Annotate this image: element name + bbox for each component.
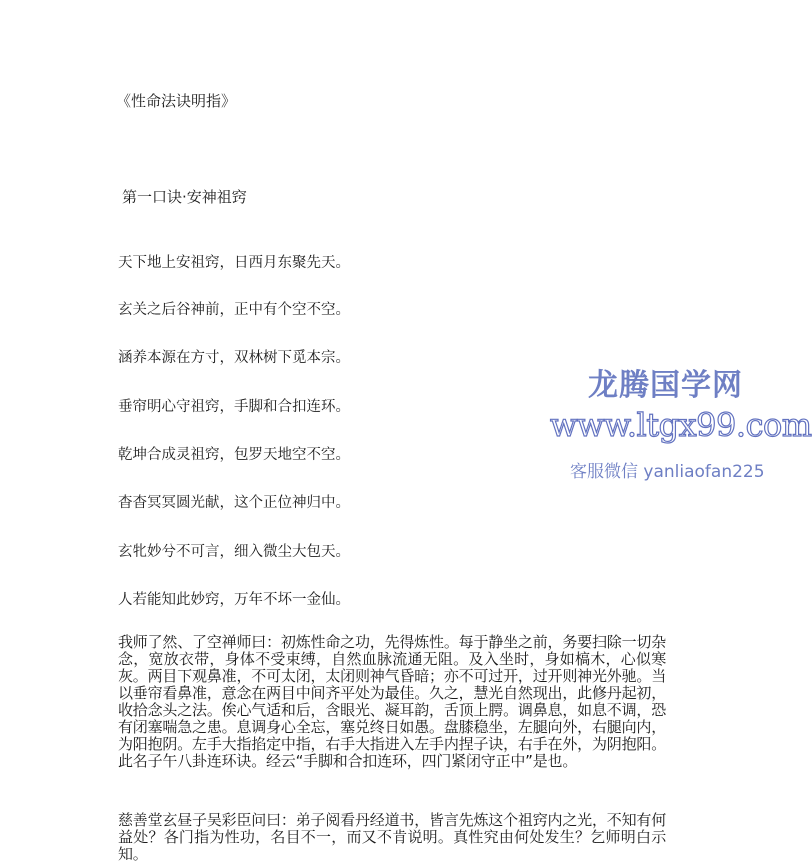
watermark-site-name: 龙腾国学网	[588, 368, 743, 403]
verse-line: 涵养本源在方寸，双林树下觅本宗。	[118, 350, 350, 366]
watermark-contact: 客服微信 yanliaofan225	[570, 462, 765, 482]
verse-line: 垂帘明心守祖窍，手脚和合扣连环。	[118, 399, 350, 415]
commentary-paragraph: 我师了然、了空禅师曰：初炼性命之功，先得炼性。每于静坐之前，务要扫除一切杂念，宽放衣带，身体不受束缚，自然血脉流通无阻。及入坐时，身如槁木，心似寒灰。两目下观鼻准，不可太闭，太闭则神气昏暗；亦不可过开，过开则神光外驰。当以垂帘看鼻准，意念在两目中间齐平处为最佳。久之，慧光自然现出，此修丹起初，收拾念头之法。俟心气适和后，含眼光、凝耳韵，舌顶上腭。调鼻息，如息不调，恐有闭塞喘急之患。息调身心全忘，塞兑终日如愚。盘膝稳坐，左腿向外，右腿向内，为阳抱阴。左手大指掐定中指，右手大指进入左手内捏子诀，右手在外，为阴抱阳。此名子午八卦连环诀。经云“手脚和合扣连环，四门紧闭守正中”是也。	[118, 633, 666, 770]
verse-line: 天下地上安祖窍，日西月东聚先天。	[118, 255, 350, 271]
verse-line: 玄牝妙兮不可言，细入微尘大包天。	[118, 544, 350, 560]
watermark-url: www.ltgx99.com	[550, 406, 812, 444]
question-paragraph: 慈善堂玄昼子吴彩臣问曰：弟子阅看丹经道书，皆言先炼这个祖窍内之光，不知有何益处？各门指为性功，名目不一，而又不肯说明。真性究由何处发生？乞师明白示知。	[118, 811, 666, 863]
section-heading: 第一口诀·安神祖窍	[122, 188, 247, 206]
verse-line: 乾坤合成灵祖窍，包罗天地空不空。	[118, 447, 350, 463]
book-title: 《性命法诀明指》	[116, 92, 237, 110]
verse-line: 玄关之后谷神前，正中有个空不空。	[118, 302, 350, 318]
verse-line: 杳杳冥冥圆光献，这个正位神归中。	[118, 495, 350, 511]
verse-line: 人若能知此妙窍，万年不坏一金仙。	[118, 592, 350, 608]
